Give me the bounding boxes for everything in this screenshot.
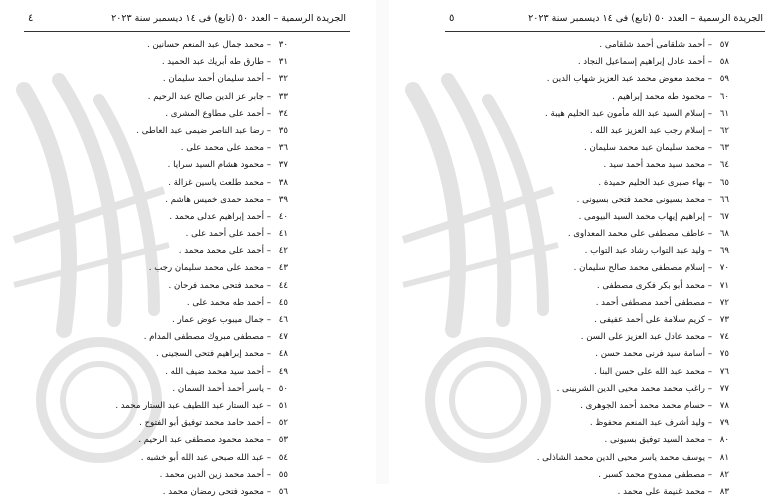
left-name-list (30, 37, 288, 501)
entry-number: ٦٤ (719, 160, 729, 171)
entry-dash: – (263, 486, 271, 497)
entry-dash: – (704, 315, 712, 325)
right-page-header (449, 13, 763, 29)
entry-name: محمود طه محمد إبراهيم . (612, 91, 705, 102)
left-header-title: الجريدة الرسمية – العدد ٥٠ (تابع) فى ١٤ ديسمبر سنة ٢٠٢٣ (111, 13, 346, 24)
entry-dash: – (704, 366, 712, 377)
entry-name: إبراهيم إيهاب محمد السيد البيومى . (578, 211, 705, 222)
entry-name: أحمد سليمان أحمد سليمان . (162, 74, 264, 85)
list-item (449, 364, 729, 381)
entry-dash: – (704, 400, 712, 411)
entry-name: أحمد على مطاوع المشرى . (165, 108, 264, 119)
entry-name: عاطف مصطفى على محمد المعداوى . (567, 229, 705, 240)
entry-dash: – (704, 57, 712, 68)
entry-number: ٦٨ (719, 229, 729, 240)
entry-dash: – (704, 194, 712, 205)
entry-dash: – (704, 280, 712, 291)
entry-dash: – (704, 91, 712, 102)
list-item (449, 54, 729, 71)
entry-name: أحمد على محمد محمد . (178, 246, 264, 257)
list-item (449, 295, 729, 312)
entry-number: ٨٣ (719, 486, 729, 497)
entry-name: عبد الستار عبد اللطيف عبد الستار محمد . (115, 400, 264, 411)
entry-dash: – (263, 108, 271, 119)
list-item (449, 467, 729, 484)
entry-dash: – (263, 349, 271, 360)
left-header-rule (24, 31, 350, 32)
entry-dash: – (263, 452, 271, 463)
list-item (449, 484, 729, 501)
list-item (30, 329, 288, 346)
entry-name: وليد عبد التواب رشاد عبد التواب . (584, 246, 705, 257)
list-item (30, 54, 288, 71)
entry-number: ٣١ (278, 57, 288, 68)
entry-dash: – (704, 349, 712, 360)
entry-number: ٤٠ (278, 211, 288, 222)
entry-dash: – (704, 177, 712, 188)
entry-number: ٦٩ (719, 246, 729, 257)
entry-name: عبد الله صبحى عبد الله أبو خشبه . (140, 452, 264, 463)
entry-dash: – (263, 435, 271, 446)
entry-number: ٧٧ (719, 383, 729, 394)
list-item (30, 192, 288, 209)
entry-dash: – (263, 246, 271, 257)
entry-name: محمد حمدى خميس هاشم . (165, 194, 264, 205)
list-item (30, 260, 288, 277)
entry-name: جابر عز الدين صالح عبد الرحيم . (147, 91, 264, 102)
entry-number: ٧٣ (719, 315, 729, 325)
entry-dash: – (263, 57, 271, 68)
entry-dash: – (263, 263, 271, 274)
entry-dash: – (704, 40, 712, 50)
right-header-title: الجريدة الرسمية – العدد ٥٠ (تابع) فى ١٤ ديسمبر سنة ٢٠٢٣ (528, 13, 763, 24)
entry-number: ٧٩ (719, 418, 729, 429)
entry-name: محمد السيد توفيق بسيونى . (604, 435, 705, 446)
entry-number: ٥٦ (278, 486, 288, 497)
entry-number: ٤٣ (278, 263, 288, 274)
entry-name: أحمد حامد محمد توفيق أبو الفتوح . (139, 418, 264, 429)
list-item (30, 140, 288, 157)
right-name-list (449, 37, 729, 501)
list-item (449, 226, 729, 243)
entry-number: ٤٢ (278, 246, 288, 257)
list-item (30, 484, 288, 501)
entry-dash: – (704, 435, 712, 446)
entry-name: جمال ميبوب عوض عمار . (172, 315, 264, 325)
entry-name: محمد محمود مصطفى عبد الرحيم . (138, 435, 264, 446)
entry-number: ٧٠ (719, 263, 729, 274)
list-item (30, 37, 288, 54)
entry-name: مصطفى مبروك مصطفى المدام . (143, 332, 264, 343)
list-item (449, 37, 729, 54)
entry-name: أحمد إبراهيم عدلى محمد . (169, 211, 264, 222)
list-item (30, 209, 288, 226)
left-page-header (28, 13, 346, 29)
entry-dash: – (704, 74, 712, 85)
entry-dash: – (704, 125, 712, 136)
entry-name: محمد إبراهيم فتحى السجينى . (155, 349, 264, 360)
entry-number: ٧٦ (719, 366, 729, 377)
list-item (30, 415, 288, 432)
entry-number: ٣٦ (278, 143, 288, 154)
entry-dash: – (263, 297, 271, 308)
list-item (30, 175, 288, 192)
entry-name: محمد على محمد سليمان رجب . (148, 263, 264, 274)
entry-number: ٤٨ (278, 349, 288, 360)
entry-number: ٦٠ (719, 91, 729, 102)
entry-name: إسلام السيد عبد الله مأمون عبد الحليم هيبة . (545, 108, 705, 119)
entry-name: محمد سيد محمد أحمد سيد . (603, 160, 705, 171)
left-page-number: ٤ (28, 13, 34, 24)
entry-name: راغب محمد محمد محيى الدين الشربينى . (556, 383, 705, 394)
entry-dash: – (704, 108, 712, 119)
list-item (449, 260, 729, 277)
entry-number: ٥١ (278, 400, 288, 411)
entry-name: محمد طلعت ياسين غزالة . (168, 177, 264, 188)
entry-number: ٨١ (719, 452, 729, 463)
entry-dash: – (704, 211, 712, 222)
entry-number: ٥٣ (278, 435, 288, 446)
entry-number: ٣٧ (278, 160, 288, 171)
entry-number: ٣٢ (278, 74, 288, 85)
entry-dash: – (263, 211, 271, 222)
entry-dash: – (704, 486, 712, 497)
entry-dash: – (263, 280, 271, 291)
list-item (449, 89, 729, 106)
entry-dash: – (263, 400, 271, 411)
list-item (449, 278, 729, 295)
list-item (449, 140, 729, 157)
entry-number: ٥٧ (719, 40, 729, 50)
list-item (449, 123, 729, 140)
entry-dash: – (704, 469, 712, 480)
right-page (389, 0, 765, 497)
entry-name: مصطفى ممدوح محمد كسبر . (598, 469, 705, 480)
entry-dash: – (704, 297, 712, 308)
entry-name: محمد فتحى محمد فرحان . (168, 280, 264, 291)
entry-name: يوسف محمد ياسر محيى الدين محمد الشاذلى . (536, 452, 705, 463)
entry-name: أحمد عادل إبراهيم إسماعيل النجاد . (577, 57, 705, 68)
entry-dash: – (263, 91, 271, 102)
entry-number: ٦٣ (719, 143, 729, 154)
entry-name: محمد عبد الله على حسن البنا . (594, 366, 705, 377)
entry-dash: – (263, 125, 271, 136)
list-item (449, 157, 729, 174)
entry-number: ٤٩ (278, 366, 288, 377)
list-item (30, 432, 288, 449)
entry-number: ٣٨ (278, 177, 288, 188)
entry-name: محمود هشام السيد سرايا . (167, 160, 264, 171)
entry-dash: – (704, 418, 712, 429)
list-item (449, 346, 729, 363)
entry-number: ٣٣ (278, 91, 288, 102)
list-item (30, 398, 288, 415)
entry-name: وليد أشرف عبد المنعم محفوظ . (589, 418, 705, 429)
list-item (449, 432, 729, 449)
entry-name: أسامة سيد فرنى محمد حسن . (595, 349, 705, 360)
right-page-number: ٥ (449, 13, 455, 24)
entry-name: ياسر أحمد أحمد السمان . (172, 383, 264, 394)
entry-number: ٦٧ (719, 211, 729, 222)
entry-dash: – (263, 366, 271, 377)
list-item (30, 123, 288, 140)
entry-number: ٣٥ (278, 125, 288, 136)
entry-number: ٧٨ (719, 400, 729, 411)
entry-number: ٧١ (719, 280, 729, 291)
entry-number: ٥٤ (278, 452, 288, 463)
entry-dash: – (704, 332, 712, 343)
list-item (449, 398, 729, 415)
entry-number: ٦٥ (719, 177, 729, 188)
entry-number: ٣٠ (278, 40, 288, 50)
entry-dash: – (704, 229, 712, 240)
entry-name: أحمد طه محمد على . (186, 297, 264, 308)
entry-dash: – (263, 177, 271, 188)
entry-number: ٥٥ (278, 469, 288, 480)
list-item (449, 329, 729, 346)
list-item (449, 106, 729, 123)
entry-name: بهاء صبرى عبد الحليم حميدة . (598, 177, 705, 188)
entry-number: ٧٤ (719, 332, 729, 343)
entry-name: أحمد سيد محمد ضيف الله . (165, 366, 264, 377)
list-item (30, 226, 288, 243)
list-item (449, 381, 729, 398)
entry-number: ٨٢ (719, 469, 729, 480)
entry-dash: – (704, 263, 712, 274)
right-header-rule (445, 31, 765, 32)
list-item (449, 192, 729, 209)
entry-number: ٤٥ (278, 297, 288, 308)
entry-number: ٦٢ (719, 125, 729, 136)
entry-name: كريم سلامة على أحمد عفيفى . (594, 315, 705, 325)
list-item (30, 295, 288, 312)
entry-dash: – (704, 383, 712, 394)
list-item (449, 415, 729, 432)
entry-name: محمود فتحى رمضان محمد . (162, 486, 264, 497)
entry-number: ٤٦ (278, 315, 288, 325)
entry-number: ٥٨ (719, 57, 729, 68)
entry-dash: – (704, 452, 712, 463)
list-item (30, 243, 288, 260)
entry-number: ٤٧ (278, 332, 288, 343)
entry-dash: – (704, 160, 712, 171)
entry-dash: – (263, 194, 271, 205)
entry-dash: – (263, 143, 271, 154)
entry-number: ٥٢ (278, 418, 288, 429)
list-item (449, 312, 729, 329)
entry-dash: – (263, 383, 271, 394)
entry-number: ٦١ (719, 108, 729, 119)
entry-dash: – (263, 229, 271, 240)
list-item (30, 450, 288, 467)
entry-number: ٨٠ (719, 435, 729, 446)
entry-number: ٧٥ (719, 349, 729, 360)
entry-name: محمد بسيونى محمد فتحى بسيونى . (576, 194, 705, 205)
list-item (30, 278, 288, 295)
list-item (449, 71, 729, 88)
entry-name: محمد معوض محمد عبد العزيز شهاب الدين . (546, 74, 705, 85)
list-item (30, 71, 288, 88)
entry-number: ٤١ (278, 229, 288, 240)
list-item (30, 364, 288, 381)
entry-dash: – (263, 160, 271, 171)
entry-name: محمد أبو بكر فكرى مصطفى . (596, 280, 705, 291)
list-item (30, 346, 288, 363)
entry-name: أحمد محمد زين الدين محمد . (159, 469, 264, 480)
entry-dash: – (263, 315, 271, 325)
list-item (449, 243, 729, 260)
list-item (30, 106, 288, 123)
entry-name: محمد عادل عبد العزيز على السن . (580, 332, 705, 343)
entry-name: أحمد على أحمد على . (185, 229, 264, 240)
entry-name: إسلام رجب عبد العزيز عبد الله . (589, 125, 705, 136)
entry-number: ٧٢ (719, 297, 729, 308)
entry-number: ٤٤ (278, 280, 288, 291)
entry-number: ٦٦ (719, 194, 729, 205)
entry-name: محمد على محمد على . (180, 143, 264, 154)
page-gutter (376, 0, 389, 484)
entry-number: ٣٤ (278, 108, 288, 119)
entry-dash: – (263, 40, 271, 50)
left-page (0, 0, 376, 497)
entry-number: ٣٩ (278, 194, 288, 205)
list-item (30, 312, 288, 329)
entry-number: ٥٠ (278, 383, 288, 394)
entry-name: محمد سليمان عبد محمد سليمان . (584, 143, 705, 154)
entry-name: محمد غنيمة على محمد . (617, 486, 705, 497)
entry-dash: – (263, 74, 271, 85)
entry-name: محمد جمال عبد المنعم حسانين . (147, 40, 264, 50)
entry-dash: – (704, 246, 712, 257)
list-item (449, 209, 729, 226)
list-item (449, 175, 729, 192)
entry-name: رضا عبد الناصر ضيمى عبد العاطى . (136, 125, 264, 136)
entry-name: أحمد شلقامى أحمد شلقامى . (599, 40, 705, 50)
entry-name: إسلام مصطفى محمد صالح سليمان . (573, 263, 705, 274)
entry-dash: – (263, 469, 271, 480)
entry-name: مصطفى أحمد مصطفى أحمد . (595, 297, 705, 308)
entry-dash: – (704, 143, 712, 154)
entry-number: ٥٩ (719, 74, 729, 85)
list-item (30, 467, 288, 484)
list-item (30, 381, 288, 398)
entry-name: حسام محمد محمد أحمد الجوهرى . (580, 400, 705, 411)
entry-dash: – (263, 418, 271, 429)
list-item (30, 157, 288, 174)
entry-dash: – (263, 332, 271, 343)
list-item (449, 450, 729, 467)
entry-name: طارق طه أبريك عبد الحميد . (161, 57, 264, 68)
list-item (30, 89, 288, 106)
